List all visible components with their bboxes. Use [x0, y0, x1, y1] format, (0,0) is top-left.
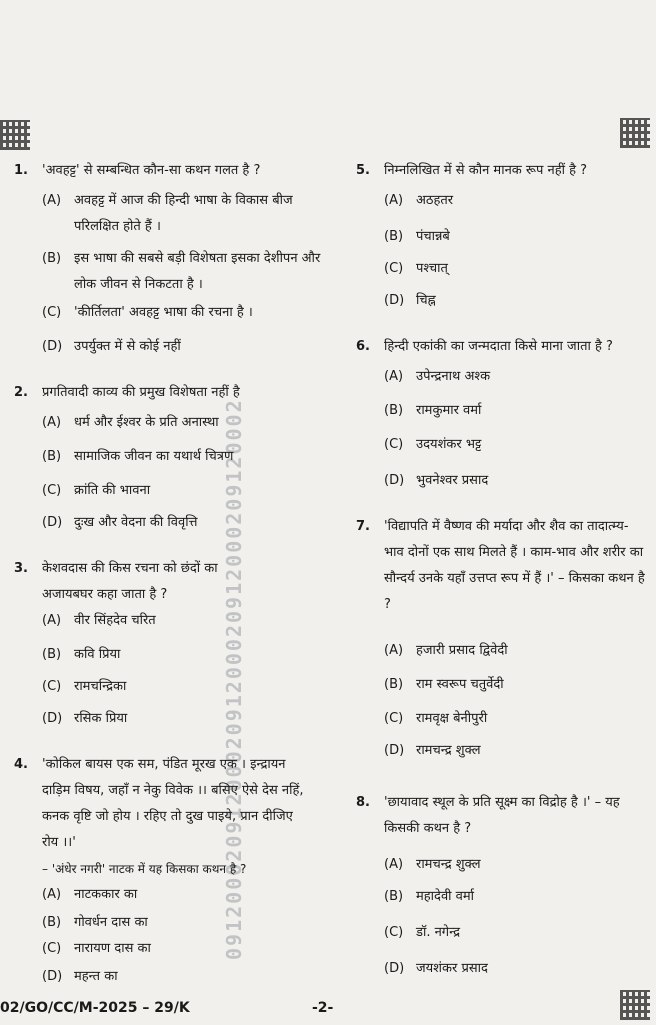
option: (C) 'कीर्तिलता' अवहट्ट भाषा की रचना है । [42, 305, 253, 320]
question-7 [356, 514, 648, 618]
option: (A) अठहतर [384, 193, 454, 208]
question-8 [356, 790, 648, 842]
question-number: 8. [356, 795, 370, 810]
option: (C) क्रांति की भावना [42, 483, 151, 498]
option: (C) रामचन्द्रिका [42, 679, 127, 694]
question-4 [14, 752, 334, 856]
option: (B) गोवर्धन दास का [42, 915, 148, 930]
question-number: 5. [356, 163, 370, 178]
question-4-subtext: – 'अंधेर नगरी' नाटक में यह किसका कथन है ? [42, 862, 247, 876]
question-text: 'छायावाद स्थूल के प्रति सूक्ष्म का विद्रोह है ।' – यह किसकी कथन है ? [384, 795, 620, 836]
qr-code-icon [0, 120, 30, 150]
question-text: हिन्दी एकांकी का जन्मदाता किसे माना जाता है ? [384, 339, 613, 354]
option: (C) रामवृक्ष बेनीपुरी [384, 711, 488, 726]
option: (B) रामकुमार वर्मा [384, 403, 482, 418]
question-text: प्रगतिवादी काव्य की प्रमुख विशेषता नहीं है [42, 385, 240, 400]
option: (A) उपेन्द्रनाथ अश्क [384, 369, 491, 384]
question-6 [356, 334, 648, 360]
option: (A) रामचन्द्र शुक्ल [384, 857, 481, 872]
question-text: 'कोकिल बायस एक सम, पंडित मूरख एक । इन्द्रायन दाड़िम विषय, जहाँ न नेकु विवेक ।। बसिए ऐसे देस नहिं, कनक वृष्टि जो होय । रहिए तो दुख पाइये, प्रान दीजिए रोय ।।' [42, 757, 304, 850]
question-text: निम्नलिखित में से कौन मानक रूप नहीं है ? [384, 163, 588, 178]
option: (B) इस भाषा की सबसे बड़ी विशेषता इसका देशीपन और लोक जीवन से निकटता है । [42, 251, 321, 292]
option: (D) जयशंकर प्रसाद [384, 961, 488, 976]
option: (B) महादेवी वर्मा [384, 889, 475, 904]
option: (A) वीर सिंहदेव चरित [42, 613, 156, 628]
option: (D) रसिक प्रिया [42, 711, 128, 726]
question-5 [356, 158, 648, 184]
option: (C) पश्चात् [384, 261, 448, 276]
qr-code-icon [620, 118, 650, 148]
option: (D) उपर्युक्त में से कोई नहीं [42, 339, 181, 354]
option: (A) हजारी प्रसाद द्विवेदी [384, 643, 508, 658]
option: (B) सामाजिक जीवन का यथार्थ चित्रण [42, 449, 234, 464]
option: (A) धर्म और ईश्वर के प्रति अनास्था [42, 415, 219, 430]
question-2 [14, 380, 334, 406]
option: (A) नाटककार का [42, 887, 138, 902]
question-3 [14, 556, 334, 608]
option: (D) दुःख और वेदना की विवृत्ति [42, 515, 198, 530]
question-number: 4. [14, 757, 28, 772]
option: (D) चिह्न [384, 293, 436, 308]
option: (C) डॉ. नगेन्द्र [384, 925, 461, 940]
option: (C) नारायण दास का [42, 941, 151, 956]
question-1 [14, 158, 334, 184]
paper-code: 02/GO/CC/M-2025 – 29/K [0, 1000, 190, 1016]
question-text: 'अवहट्ट' से सम्बन्धित कौन-सा कथन गलत है ? [42, 163, 261, 178]
option: (A) अवहट्ट में आज की हिन्दी भाषा के विकास बीज परिलक्षित होते हैं । [42, 193, 293, 234]
option: (D) भुवनेश्वर प्रसाद [384, 473, 489, 488]
question-number: 6. [356, 339, 370, 354]
question-number: 3. [14, 561, 28, 576]
qr-code-icon [620, 990, 650, 1020]
option: (B) कवि प्रिया [42, 647, 121, 662]
option: (B) राम स्वरूप चतुर्वेदी [384, 677, 504, 692]
question-number: 7. [356, 519, 370, 534]
page-number: -2- [312, 1000, 334, 1016]
question-number: 2. [14, 385, 28, 400]
question-text: केशवदास की किस रचना को छंदों का अजायबघर कहा जाता है ? [42, 561, 218, 602]
question-text: 'विद्यापति में वैष्णव की मर्यादा और शैव का तादात्म्य-भाव दोनों एक साथ मिलते हैं । काम-भाव और शरीर का सौन्दर्य उनके यहाँ उत्तप्त रूप में हैं ।' – किसका कथन है ? [384, 519, 645, 612]
vertical-serial-stamp: 0912000209120002091200020912000209120002 [222, 398, 246, 960]
option: (D) रामचन्द्र शुक्ल [384, 743, 481, 758]
option: (C) उदयशंकर भट्ट [384, 437, 482, 452]
option: (B) पंचान्नबे [384, 229, 450, 244]
option: (D) महन्त का [42, 969, 118, 984]
question-number: 1. [14, 163, 28, 178]
